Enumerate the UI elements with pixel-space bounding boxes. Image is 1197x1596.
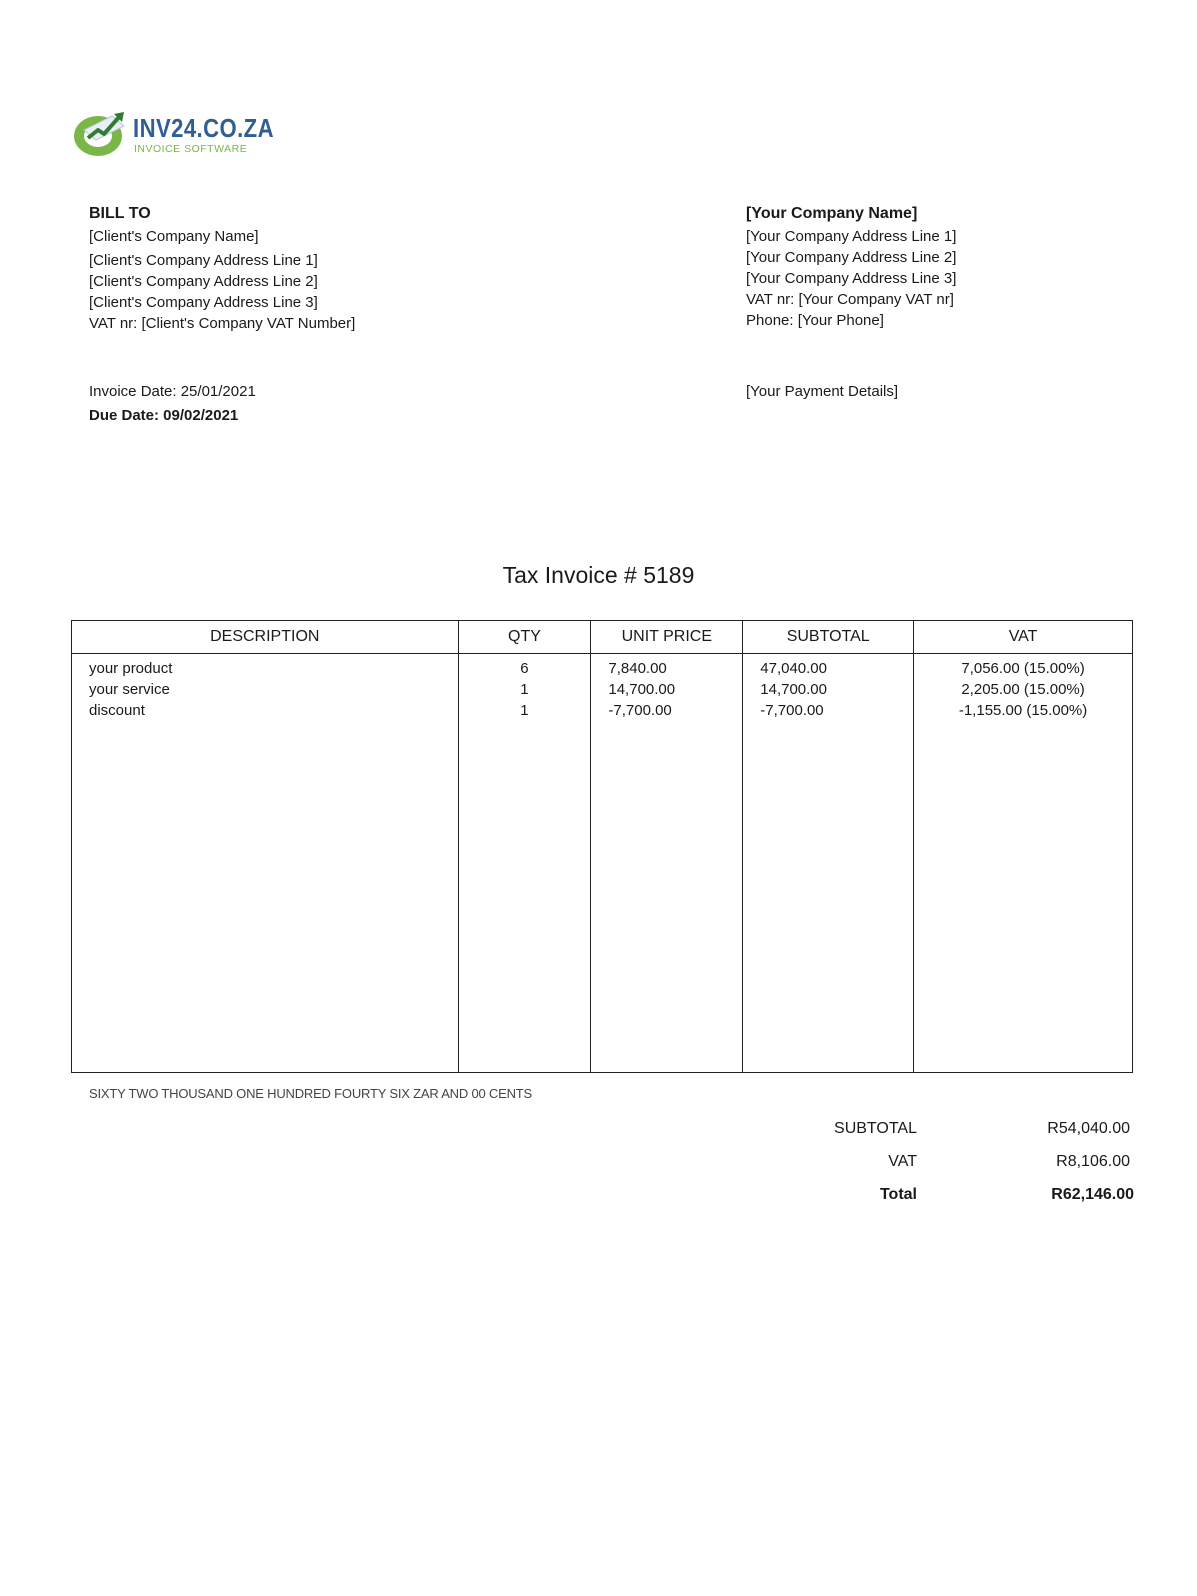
unit-price-cell: -7,700.00 [608,702,672,719]
table-body-row [72,654,1133,1073]
qty-cell: 6 [520,660,529,677]
vat-column [914,654,1133,1073]
header-vat: VAT [914,621,1133,654]
subtotal-label: SUBTOTAL [834,1120,917,1137]
vat-value: R8,106.00 [1056,1153,1130,1170]
bill-to-line: VAT nr: [Client's Company VAT Number] [89,315,356,332]
subtotal-value: R54,040.00 [1047,1120,1130,1137]
logo-icon [72,104,132,160]
unit-price-cell: 7,840.00 [608,660,667,677]
subtotal-column [743,654,914,1073]
qty-cell: 1 [520,702,529,719]
company-line: [Your Company Address Line 1] [746,228,957,245]
subtotal-cell: 47,040.00 [760,660,827,677]
total-value: R62,146.00 [1051,1186,1134,1203]
vat-cell: 7,056.00 (15.00%) [961,660,1085,677]
header-unit-price: UNIT PRICE [591,621,743,654]
amount-in-words: SIXTY TWO THOUSAND ONE HUNDRED FOURTY SIX ZAR AND 00 CENTS [89,1086,532,1101]
subtotal-cell: -7,700.00 [760,702,824,719]
bill-to-line: [Client's Company Address Line 3] [89,294,318,311]
bill-to-line: [Client's Company Address Line 1] [89,252,318,269]
company-line: VAT nr: [Your Company VAT nr] [746,291,954,308]
bill-to-line: [Client's Company Address Line 2] [89,273,318,290]
vat-cell: 2,205.00 (15.00%) [961,681,1085,698]
table-header-row [72,621,1133,654]
qty-cell: 1 [520,681,529,698]
header-description: DESCRIPTION [72,621,459,654]
unit-price-cell: 14,700.00 [608,681,676,698]
company-name: [Your Company Name] [746,205,918,222]
bill-to-heading: BILL TO [89,205,151,222]
logo-tagline: INVOICE SOFTWARE [134,143,248,155]
description-cell: your service [89,681,170,698]
description-cell: your product [89,660,173,677]
subtotal-cell: 14,700.00 [760,681,827,698]
logo-name: INV24.CO.ZA [133,113,274,143]
vat-cell: -1,155.00 (15.00%) [958,702,1088,719]
company-line: Phone: [Your Phone] [746,312,884,329]
qty-column [458,654,591,1073]
unit-price-column [591,654,743,1073]
description-column [72,654,459,1073]
company-block [746,203,956,331]
total-label: Total [879,1186,917,1203]
description-cell: discount [89,702,145,719]
header-qty: QTY [458,621,591,654]
bill-to-line: [Client's Company Name] [89,228,259,245]
bill-to-block [89,203,355,334]
header-subtotal: SUBTOTAL [743,621,914,654]
invoice-title: Tax Invoice # 5189 [502,562,695,588]
vat-label: VAT [888,1153,917,1170]
due-date: Due Date: 09/02/2021 [89,407,239,424]
company-line: [Your Company Address Line 3] [746,270,957,287]
company-line: [Your Company Address Line 2] [746,249,957,266]
line-items-table [71,620,1133,1073]
invoice-date: Invoice Date: 25/01/2021 [89,383,256,400]
payment-details: [Your Payment Details] [746,383,899,400]
